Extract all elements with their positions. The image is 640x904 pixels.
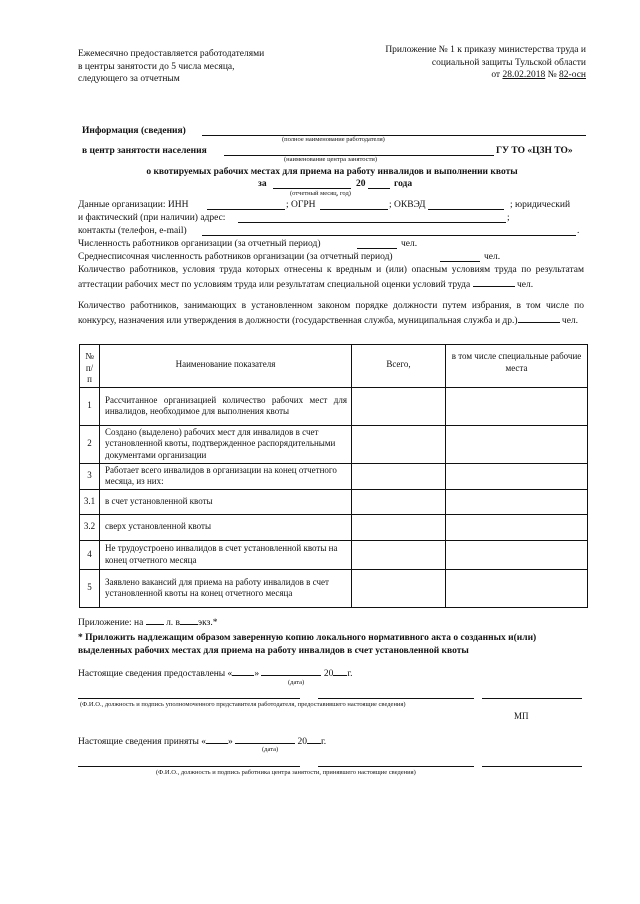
employer-position-signature-line[interactable] (318, 698, 474, 699)
submitted-month-field[interactable] (261, 666, 321, 676)
submission-note (78, 48, 338, 86)
address-label: и фактический (при наличии) адрес: (78, 213, 226, 223)
header-total: Всего, (352, 345, 446, 388)
header-special: в том числе специальные рабочие места (446, 345, 588, 388)
row-special-cell[interactable] (446, 540, 588, 569)
row-num: 3 (80, 463, 100, 489)
avg-headcount-field[interactable] (440, 261, 480, 262)
harmful-conditions-text: Количество работников, условия труда которых отнесены к вредным и (или) опасным условиям труда по результатам аттестации рабочих мест по условиям труда или результатам специальной оценки условий труда (78, 265, 584, 290)
submitted-line: Настоящие сведения предоставлены « » 20 г. (78, 666, 353, 681)
elected-positions-block (78, 300, 584, 327)
headcount-label: Численность работников организации (за отчетный период) (78, 239, 321, 249)
row-special-cell[interactable] (446, 463, 588, 489)
header-name: Наименование показателя (100, 345, 352, 388)
submitted-day-field[interactable] (232, 666, 254, 676)
order-number: 82-осн (559, 70, 586, 80)
row-num: 5 (80, 569, 100, 607)
row-special-cell[interactable] (446, 387, 588, 425)
headcount-unit: чел. (401, 239, 418, 249)
row-total-cell[interactable] (352, 569, 446, 607)
table-row (80, 540, 588, 569)
table-row (80, 489, 588, 514)
table-header-row (80, 345, 588, 388)
inn-field[interactable] (207, 209, 285, 210)
center-position-signature-line[interactable] (318, 766, 474, 767)
row-special-cell[interactable] (446, 425, 588, 463)
accepted-label: Настоящие сведения приняты « (78, 737, 206, 747)
center-label: в центр занятости населения (82, 146, 207, 156)
table-row (80, 463, 588, 489)
table-row (80, 514, 588, 540)
stamp-place: МП (514, 711, 529, 721)
accepted-date-hint: (дата) (262, 746, 279, 753)
row-num: 4 (80, 540, 100, 569)
accepted-line: Настоящие сведения приняты « » 20 г. (78, 734, 326, 749)
row-text: Работает всего инвалидов в организации на конец отчетного месяца, из них: (100, 463, 352, 489)
contacts-end: . (577, 226, 580, 236)
order-line: социальной защиты Тульской области (431, 57, 586, 68)
row-total-cell[interactable] (352, 463, 446, 489)
quota-table (79, 344, 588, 608)
table-row (80, 387, 588, 425)
elected-positions-field[interactable] (518, 313, 560, 323)
order-date-line: от 28.02.2018 № 82-осн (491, 70, 586, 80)
info-label: Информация (сведения) (82, 126, 186, 136)
row-text: Не трудоустроено инвалидов в счет установленной квоты на конец отчетного месяца (100, 540, 352, 569)
order-line: Приложение № 1 к приказу министерства труда и (385, 45, 586, 55)
row-total-cell[interactable] (352, 540, 446, 569)
harmful-conditions-unit: чел. (516, 279, 534, 290)
period-hint: (отчетный месяц, год) (290, 190, 351, 197)
employer-signature-line[interactable] (482, 698, 582, 699)
row-num: 3.2 (80, 514, 100, 540)
elected-positions-unit: чел. (561, 315, 579, 326)
attachment-note: * Приложить надлежащим образом заверенную копию локального нормативного акта о созданных и(или) выделенных рабочих местах для приема на работу инвалидов в счет установленной квоты (78, 633, 537, 656)
center-value: ГУ ТО «ЦЗН ТО» (496, 146, 573, 156)
period-goda: года (394, 179, 413, 189)
center-signature-line[interactable] (482, 766, 582, 767)
period-za: за (258, 179, 267, 189)
harmful-conditions-block (78, 264, 584, 291)
row-num: 1 (80, 387, 100, 425)
row-num: 2 (80, 425, 100, 463)
avg-headcount-unit: чел. (484, 252, 501, 262)
row-text: сверх установленной квоты (100, 514, 352, 540)
accepted-year-field[interactable] (307, 734, 321, 744)
address-end: ; (507, 213, 510, 223)
submission-note-line: в центры занятости до 5 числа месяца, (78, 61, 235, 72)
document-subject: о квотируемых рабочих местах для приема на работу инвалидов и выполнении квоты (146, 167, 518, 177)
attachment-line (78, 615, 218, 630)
avg-headcount-label: Среднесписочная численность работников организации (за отчетный период) (78, 252, 393, 262)
center-name-signature-line[interactable] (78, 766, 300, 767)
submitted-year-field[interactable] (333, 666, 347, 676)
submitted-label: Настоящие сведения предоставлены « (78, 669, 233, 679)
attachment-sheets-field[interactable] (146, 615, 164, 625)
center-name-hint: (наименование центра занятости) (284, 156, 378, 163)
row-text: Рассчитанное организацией количество рабочих мест для инвалидов, необходимое для выполнения квоты (100, 387, 352, 425)
attachment-label: Приложение: на (78, 618, 144, 628)
contacts-field[interactable] (202, 235, 576, 236)
harmful-conditions-field[interactable] (473, 277, 515, 287)
row-total-cell[interactable] (352, 387, 446, 425)
row-special-cell[interactable] (446, 514, 588, 540)
table-row (80, 569, 588, 607)
attachment-copies-label: экз.* (198, 618, 218, 628)
period-year-field[interactable] (368, 188, 390, 189)
attachment-sheets-label: л. в (166, 618, 181, 628)
elected-positions-text: Количество работников, занимающих в установленном законом порядке должности путем избрания, в том числе по конкурсу, назначения или утверждения в должности (государственная служба, муниципальная служба и др.) (78, 301, 584, 326)
ogrn-field[interactable] (320, 209, 388, 210)
accepted-day-field[interactable] (206, 734, 228, 744)
submission-note-line: Ежемесячно предоставляется работодателями (78, 49, 265, 59)
okved-field[interactable] (428, 209, 504, 210)
row-text: Заявлено вакансий для приема на работу инвалидов в счет установленной квоты на конец отчетного месяца (100, 569, 352, 607)
contacts-label: контакты (телефон, e-mail) (78, 226, 187, 236)
ogrn-label: ; ОГРН (286, 200, 316, 210)
row-text: в счет установленной квоты (100, 489, 352, 514)
order-reference (330, 44, 586, 82)
center-signature-hint: (Ф.И.О., должность и подпись работника центра занятости, принявшего настоящие сведения) (156, 769, 416, 776)
row-total-cell[interactable] (352, 514, 446, 540)
address-field[interactable] (238, 222, 506, 223)
row-num: 3.1 (80, 489, 100, 514)
employer-signature-hint: (Ф.И.О., должность и подпись уполномоченного представителя работодателя, предоставившего настоящие сведения) (80, 701, 406, 708)
attachment-copies-field[interactable] (180, 615, 198, 625)
row-special-cell[interactable] (446, 489, 588, 514)
row-special-cell[interactable] (446, 569, 588, 607)
employer-name-field[interactable] (202, 135, 586, 136)
headcount-field[interactable] (357, 248, 397, 249)
row-text: Создано (выделено) рабочих мест для инвалидов в счет установленной квоты, подтвержденное распорядительными документами организации (100, 425, 352, 463)
header-num: № п/п (80, 345, 100, 388)
inn-label: Данные организации: ИНН (78, 200, 189, 210)
period-month-field[interactable] (273, 188, 351, 189)
legal-label: ; юридический (510, 200, 571, 210)
table-row (80, 425, 588, 463)
accepted-month-field[interactable] (235, 734, 295, 744)
okved-label: ; ОКВЭД (389, 200, 426, 210)
order-date: 28.02.2018 (502, 70, 546, 80)
row-total-cell[interactable] (352, 489, 446, 514)
submitted-date-hint: (дата) (288, 679, 305, 686)
submission-note-line: следующего за отчетным (78, 74, 180, 84)
period-year-prefix: 20 (356, 179, 366, 189)
row-total-cell[interactable] (352, 425, 446, 463)
employer-name-hint: (полное наименование работодателя) (282, 136, 385, 143)
employer-name-signature-line[interactable] (78, 698, 300, 699)
